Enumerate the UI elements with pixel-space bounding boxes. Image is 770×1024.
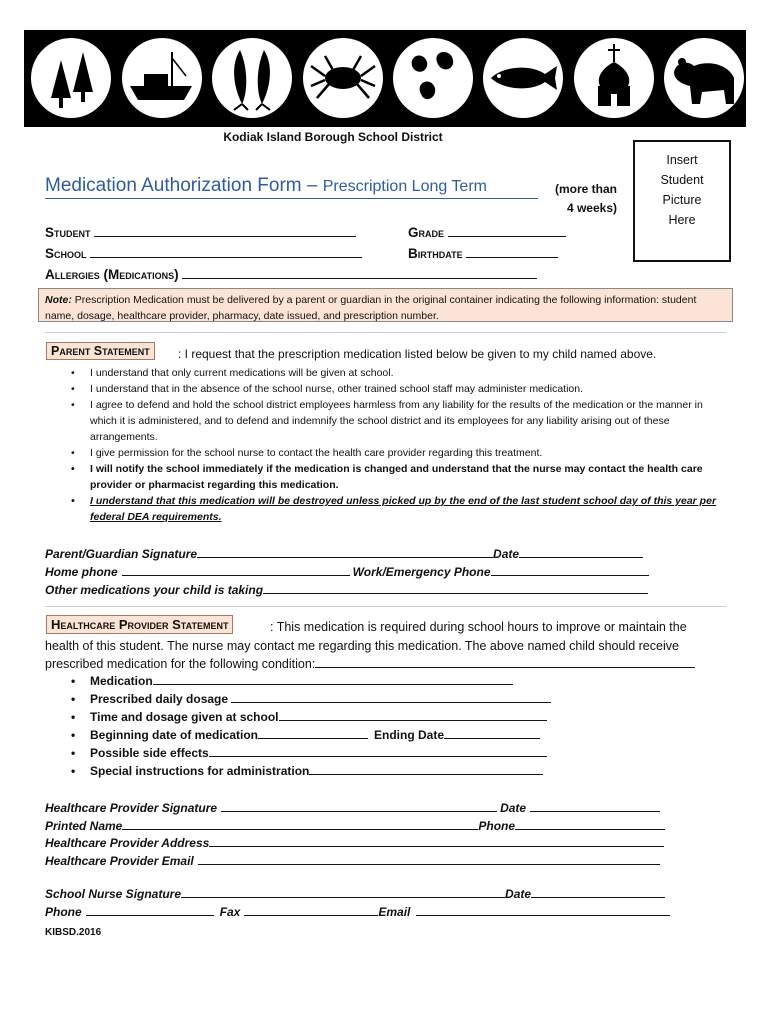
work-phone-label: Work/Emergency Phone bbox=[352, 565, 491, 579]
parent-date-line[interactable] bbox=[519, 547, 643, 558]
grade-label: Grade bbox=[408, 225, 445, 240]
birthdate-input-line[interactable] bbox=[466, 247, 558, 258]
district-name: Kodiak Island Borough School District bbox=[223, 130, 443, 144]
provider-email-row[interactable] bbox=[45, 853, 665, 871]
picture-box-line: Here bbox=[668, 213, 696, 227]
duration-line-1: (more than bbox=[554, 182, 617, 196]
special-instructions-line[interactable] bbox=[309, 764, 543, 775]
medication-label: Medication bbox=[90, 674, 153, 688]
school-input-line[interactable] bbox=[90, 247, 362, 258]
duration-line-2: 4 weeks) bbox=[566, 201, 617, 215]
list-item: • I understand that in the absence of the school nurse, other trained school staff may administer medication. bbox=[66, 381, 726, 397]
condition-line[interactable] bbox=[315, 657, 695, 668]
allergies-field[interactable] bbox=[45, 267, 537, 282]
allergies-input-line[interactable] bbox=[182, 268, 537, 279]
provider-address-row[interactable] bbox=[45, 835, 665, 853]
nurse-date-line[interactable] bbox=[531, 887, 665, 898]
list-item[interactable] bbox=[66, 762, 566, 780]
side-effects-label: Possible side effects bbox=[90, 746, 209, 760]
printed-name-row[interactable] bbox=[45, 818, 665, 836]
list-item: • I will notify the school immediately if the medication is changed and understand that the nurse may contact the health care provider or pharmacist regarding this medication. bbox=[66, 461, 726, 493]
list-item: • I agree to defend and hold the school district employees harmless from any liability for the results of the medication or the manner in which it is administered, and to defend and indemnify the school district and its employees for any liability arising out of these arrangements. bbox=[66, 397, 726, 445]
duration-note bbox=[545, 180, 617, 218]
trees-icon bbox=[31, 38, 111, 118]
home-phone-label: Home phone bbox=[45, 565, 118, 579]
other-meds-line[interactable] bbox=[263, 583, 648, 594]
time-dosage-line[interactable] bbox=[279, 710, 547, 721]
orca-fish-icon bbox=[212, 38, 292, 118]
work-phone-line[interactable] bbox=[491, 565, 649, 576]
picture-box-line: Insert bbox=[666, 153, 698, 167]
provider-date-line[interactable] bbox=[530, 801, 660, 812]
provider-intro-1: : This medication is required during school hours to improve or maintain the bbox=[270, 620, 687, 634]
provider-signature-line[interactable] bbox=[221, 801, 497, 812]
grade-input-line[interactable] bbox=[448, 226, 566, 237]
picture-box-line: Picture bbox=[662, 193, 702, 207]
provider-date-label: Date bbox=[500, 801, 527, 815]
daily-dosage-line[interactable] bbox=[231, 692, 551, 703]
nurse-contact-row[interactable] bbox=[45, 904, 670, 922]
list-item[interactable] bbox=[66, 690, 566, 708]
birthdate-field[interactable] bbox=[408, 246, 558, 261]
form-code: KIBSD.2016 bbox=[45, 927, 102, 938]
other-meds-label: Other medications your child is taking bbox=[45, 583, 264, 597]
crab-icon bbox=[303, 38, 383, 118]
delivery-note bbox=[38, 288, 733, 322]
divider bbox=[45, 606, 726, 607]
home-phone-line[interactable] bbox=[122, 565, 350, 576]
printed-name-label: Printed Name bbox=[45, 818, 123, 833]
header-banner bbox=[24, 30, 746, 127]
parent-signature-row[interactable] bbox=[45, 545, 649, 563]
nurse-email-line[interactable] bbox=[416, 905, 670, 916]
daily-dosage-label: Prescribed daily dosage bbox=[90, 692, 229, 706]
nurse-phone-line[interactable] bbox=[86, 905, 214, 916]
fishing-boat-icon bbox=[122, 38, 202, 118]
note-label: Note: bbox=[45, 294, 72, 306]
salmon-icon bbox=[483, 38, 563, 118]
student-field[interactable] bbox=[45, 225, 356, 240]
student-input-line[interactable] bbox=[94, 226, 356, 237]
special-instructions-label: Special instructions for administration bbox=[90, 764, 310, 778]
nurse-signature-row[interactable] bbox=[45, 886, 670, 904]
condition-label: prescribed medication for the following condition: bbox=[45, 657, 316, 671]
list-item[interactable] bbox=[66, 726, 566, 744]
provider-signature-block bbox=[45, 800, 665, 870]
parent-signature-line[interactable] bbox=[197, 547, 493, 558]
nurse-signature-block bbox=[45, 886, 670, 921]
parent-statement-heading: Parent Statement bbox=[46, 342, 155, 360]
list-item[interactable] bbox=[66, 708, 566, 726]
medication-line[interactable] bbox=[153, 674, 513, 685]
end-date-label: Ending Date bbox=[374, 728, 445, 742]
parent-signature-block bbox=[45, 545, 649, 599]
nurse-signature-line[interactable] bbox=[181, 887, 505, 898]
nurse-date-label: Date bbox=[505, 887, 532, 901]
begin-date-label: Beginning date of medication bbox=[90, 728, 259, 742]
parent-signature-label: Parent/Guardian Signature bbox=[45, 547, 198, 561]
other-meds-row[interactable] bbox=[45, 581, 649, 599]
school-field[interactable] bbox=[45, 246, 362, 261]
nurse-fax-label: Fax bbox=[219, 904, 241, 919]
list-item[interactable] bbox=[66, 744, 566, 762]
begin-date-line[interactable] bbox=[258, 728, 368, 739]
provider-statement-heading: Healthcare Provider Statement bbox=[46, 615, 233, 634]
birthdate-label: Birthdate bbox=[408, 246, 463, 261]
provider-signature-label: Healthcare Provider Signature bbox=[45, 801, 218, 815]
list-item: • I understand that this medication will be destroyed unless picked up by the end of the last student school day of this year per federal DEA requirements. bbox=[66, 493, 726, 525]
bear-icon bbox=[664, 38, 744, 118]
student-label: Student bbox=[45, 225, 91, 240]
provider-signature-row[interactable] bbox=[45, 800, 665, 818]
provider-email-line[interactable] bbox=[198, 854, 660, 865]
provider-intro-3[interactable] bbox=[45, 657, 695, 671]
student-picture-box[interactable] bbox=[633, 140, 731, 262]
provider-phone-label: Phone bbox=[478, 818, 516, 833]
list-item: • I understand that only current medications will be given at school. bbox=[66, 365, 726, 381]
divider bbox=[45, 332, 726, 333]
nurse-phone-label: Phone bbox=[45, 904, 82, 919]
nurse-email-label: Email bbox=[378, 904, 411, 919]
provider-intro-2: health of this student. The nurse may contact me regarding this medication. The above named child should receive bbox=[45, 639, 679, 653]
parent-terms-list bbox=[66, 365, 726, 525]
form-title-main: Medication Authorization Form – bbox=[45, 175, 318, 196]
provider-address-label: Healthcare Provider Address bbox=[45, 836, 210, 850]
form-title-sub: Prescription Long Term bbox=[322, 178, 487, 195]
provider-address-line[interactable] bbox=[209, 836, 664, 847]
side-effects-line[interactable] bbox=[209, 746, 547, 757]
note-text: Prescription Medication must be delivered by a parent or guardian in the original container indicating the following information: student name, dosage, healthcare provider, pharmacy, date issued, and prescription number. bbox=[45, 294, 697, 322]
nurse-fax-line[interactable] bbox=[244, 905, 378, 916]
school-label: School bbox=[45, 246, 87, 261]
parent-phone-row[interactable] bbox=[45, 563, 649, 581]
picture-box-line: Student bbox=[660, 173, 704, 187]
provider-items-list bbox=[66, 672, 566, 780]
allergies-label: Allergies (Medications) bbox=[45, 267, 179, 282]
title-underline bbox=[45, 198, 538, 199]
parent-statement-intro: : I request that the prescription medication listed below be given to my child named above. bbox=[178, 347, 657, 361]
list-item: • I give permission for the school nurse to contact the health care provider regarding this treatment. bbox=[66, 445, 726, 461]
nurse-signature-label: School Nurse Signature bbox=[45, 887, 182, 901]
end-date-line[interactable] bbox=[444, 728, 540, 739]
time-dosage-label: Time and dosage given at school bbox=[90, 710, 279, 724]
list-item[interactable] bbox=[66, 672, 566, 690]
orthodox-church-icon bbox=[574, 38, 654, 118]
parent-date-label: Date bbox=[493, 547, 520, 561]
form-title bbox=[45, 175, 487, 197]
provider-phone-line[interactable] bbox=[515, 819, 665, 830]
grade-field[interactable] bbox=[408, 225, 566, 240]
printed-name-line[interactable] bbox=[122, 819, 478, 830]
shells-icon bbox=[393, 38, 473, 118]
provider-email-label: Healthcare Provider Email bbox=[45, 853, 194, 868]
